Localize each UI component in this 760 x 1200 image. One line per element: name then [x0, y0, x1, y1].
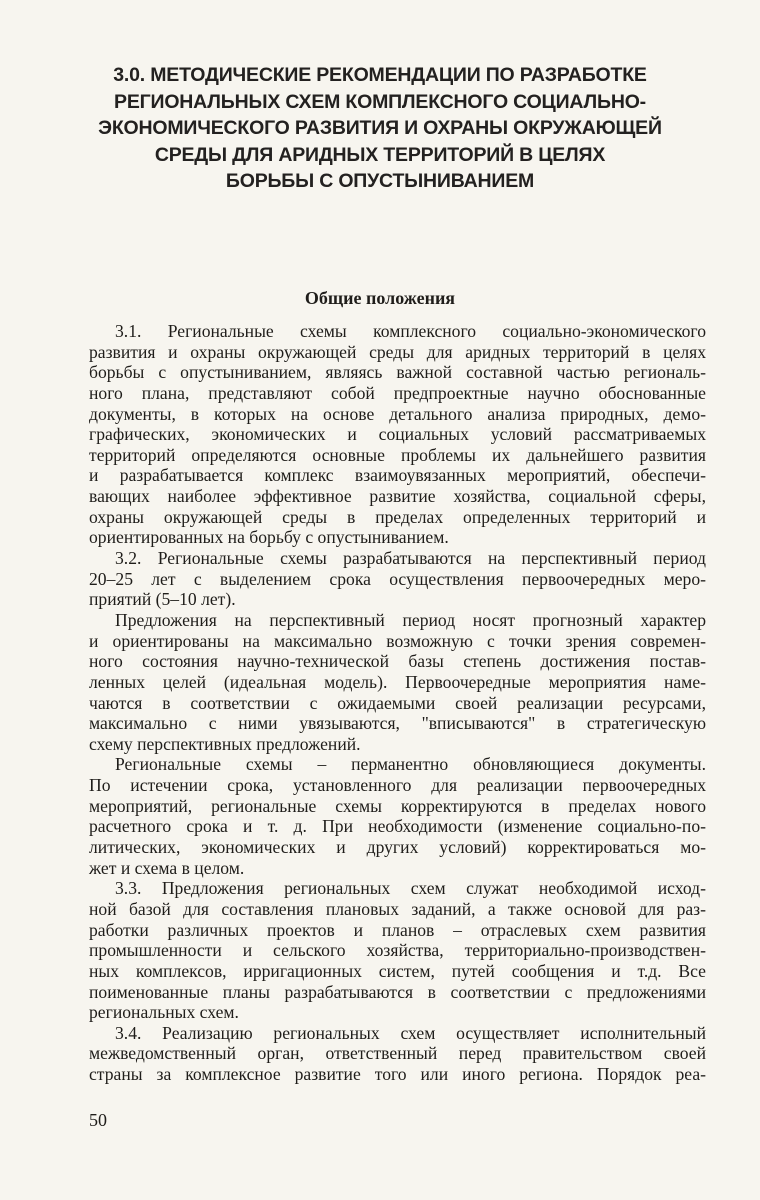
text-line: мероприятий, региональные схемы корректируются в пределах нового	[89, 795, 706, 816]
text-line: ного состояния научно-технической базы степень достижения постав-	[89, 651, 706, 672]
text-line: Региональные схемы – перманентно обновляющиеся документы.	[115, 754, 706, 775]
text-line: 3.1. Региональные схемы комплексного социально-экономического	[115, 321, 706, 341]
title-line: ЭКОНОМИЧЕСКОГО РАЗВИТИЯ И ОХРАНЫ ОКРУЖАЮЩЕЙ	[98, 117, 662, 139]
title-line: БОРЬБЫ С ОПУСТЫНИВАНИЕМ	[225, 170, 535, 192]
text-line: 3.2. Региональные схемы разрабатываются на перспективный период	[115, 548, 706, 569]
title-line: РЕГИОНАЛЬНЫХ СХЕМ КОМПЛЕКСНОГО СОЦИАЛЬНО-	[114, 90, 646, 113]
text-line: максимально с ними увязываются, "вписываются" в стратегическую	[89, 713, 706, 734]
text-line: борьбы с опустыниванием, являясь важной составной частью региональ-	[89, 362, 706, 383]
text-line: территорий определяются основные проблемы их дальнейшего развития	[89, 444, 706, 465]
text-line: приятий (5–10 лет).	[89, 589, 236, 610]
text-line: и разрабатывается комплекс взаимоувязанных мероприятий, обеспечи-	[89, 465, 706, 486]
text-line: По истечении срока, установленного для реализации первоочередных	[89, 775, 706, 796]
text-line: межведомственный орган, ответственный перед правительством своей	[89, 1043, 706, 1064]
text-line: чаются в соответствии с ожидаемыми своей реализации ресурсами,	[89, 692, 706, 713]
text-line: ной базой для составления плановых заданий, а также основой для раз-	[89, 898, 706, 919]
text-line: жет и схема в целом.	[89, 857, 245, 878]
text-line: ного плана, представляют собой предпроектные научно обоснованные	[89, 382, 706, 403]
text-line: литических, экономических и других условий) корректироваться мо-	[89, 837, 706, 858]
text-line: ных комплексов, ирригационных систем, путей сообщения и т.д. Все	[89, 960, 706, 981]
text-line: 3.3. Предложения региональных схем служат необходимой исход-	[115, 878, 706, 899]
body-text	[89, 321, 706, 1085]
text-line: расчетного срока и т. д. При необходимости (изменение социально-по-	[89, 816, 706, 837]
text-line: 20–25 лет с выделением срока осуществления первоочередных меро-	[89, 568, 706, 589]
text-line: промышленности и сельского хозяйства, территориально-производствен-	[89, 940, 706, 961]
text-line: документы, в которых на основе детального анализа природных, демо-	[89, 403, 706, 424]
text-line: схему перспективных предложений.	[89, 733, 361, 754]
text-line: охраны окружающей среды в пределах определенных территорий и	[89, 506, 706, 527]
page-number: 50	[89, 1110, 107, 1130]
text-line: ленных целей (идеальная модель). Первоочередные мероприятия наме-	[89, 671, 706, 692]
title-line: СРЕДЫ ДЛЯ АРИДНЫХ ТЕРРИТОРИЙ В ЦЕЛЯХ	[154, 143, 606, 166]
title-line: 3.0. МЕТОДИЧЕСКИЕ РЕКОМЕНДАЦИИ ПО РАЗРАБОТКЕ	[113, 64, 647, 86]
text-line: вающих наиболее эффективное развитие хозяйства, социальной сферы,	[89, 486, 706, 507]
text-line: региональных схем.	[89, 1002, 239, 1023]
text-line: ориентированных на борьбу с опустыниванием.	[89, 527, 449, 548]
section-subtitle: Общие положения	[304, 288, 456, 308]
text-line: 3.4. Реализацию региональных схем осуществляет исполнительный	[115, 1022, 706, 1043]
section-title	[80, 62, 680, 195]
text-line: развития и охраны окружающей среды для аридных территорий в целях	[89, 341, 706, 362]
text-line: Предложения на перспективный период носят прогнозный характер	[115, 609, 706, 630]
text-line: работки различных проектов и планов – отраслевых схем развития	[89, 919, 706, 940]
text-line: страны за комплексное развитие того или иного региона. Порядок реа-	[89, 1064, 706, 1085]
text-line: графических, экономических и социальных условий рассматриваемых	[89, 424, 706, 445]
text-line: и ориентированы на максимально возможную с точки зрения современ-	[89, 630, 706, 651]
text-line: поименованные планы разрабатываются в соответствии с предложениями	[89, 981, 706, 1002]
